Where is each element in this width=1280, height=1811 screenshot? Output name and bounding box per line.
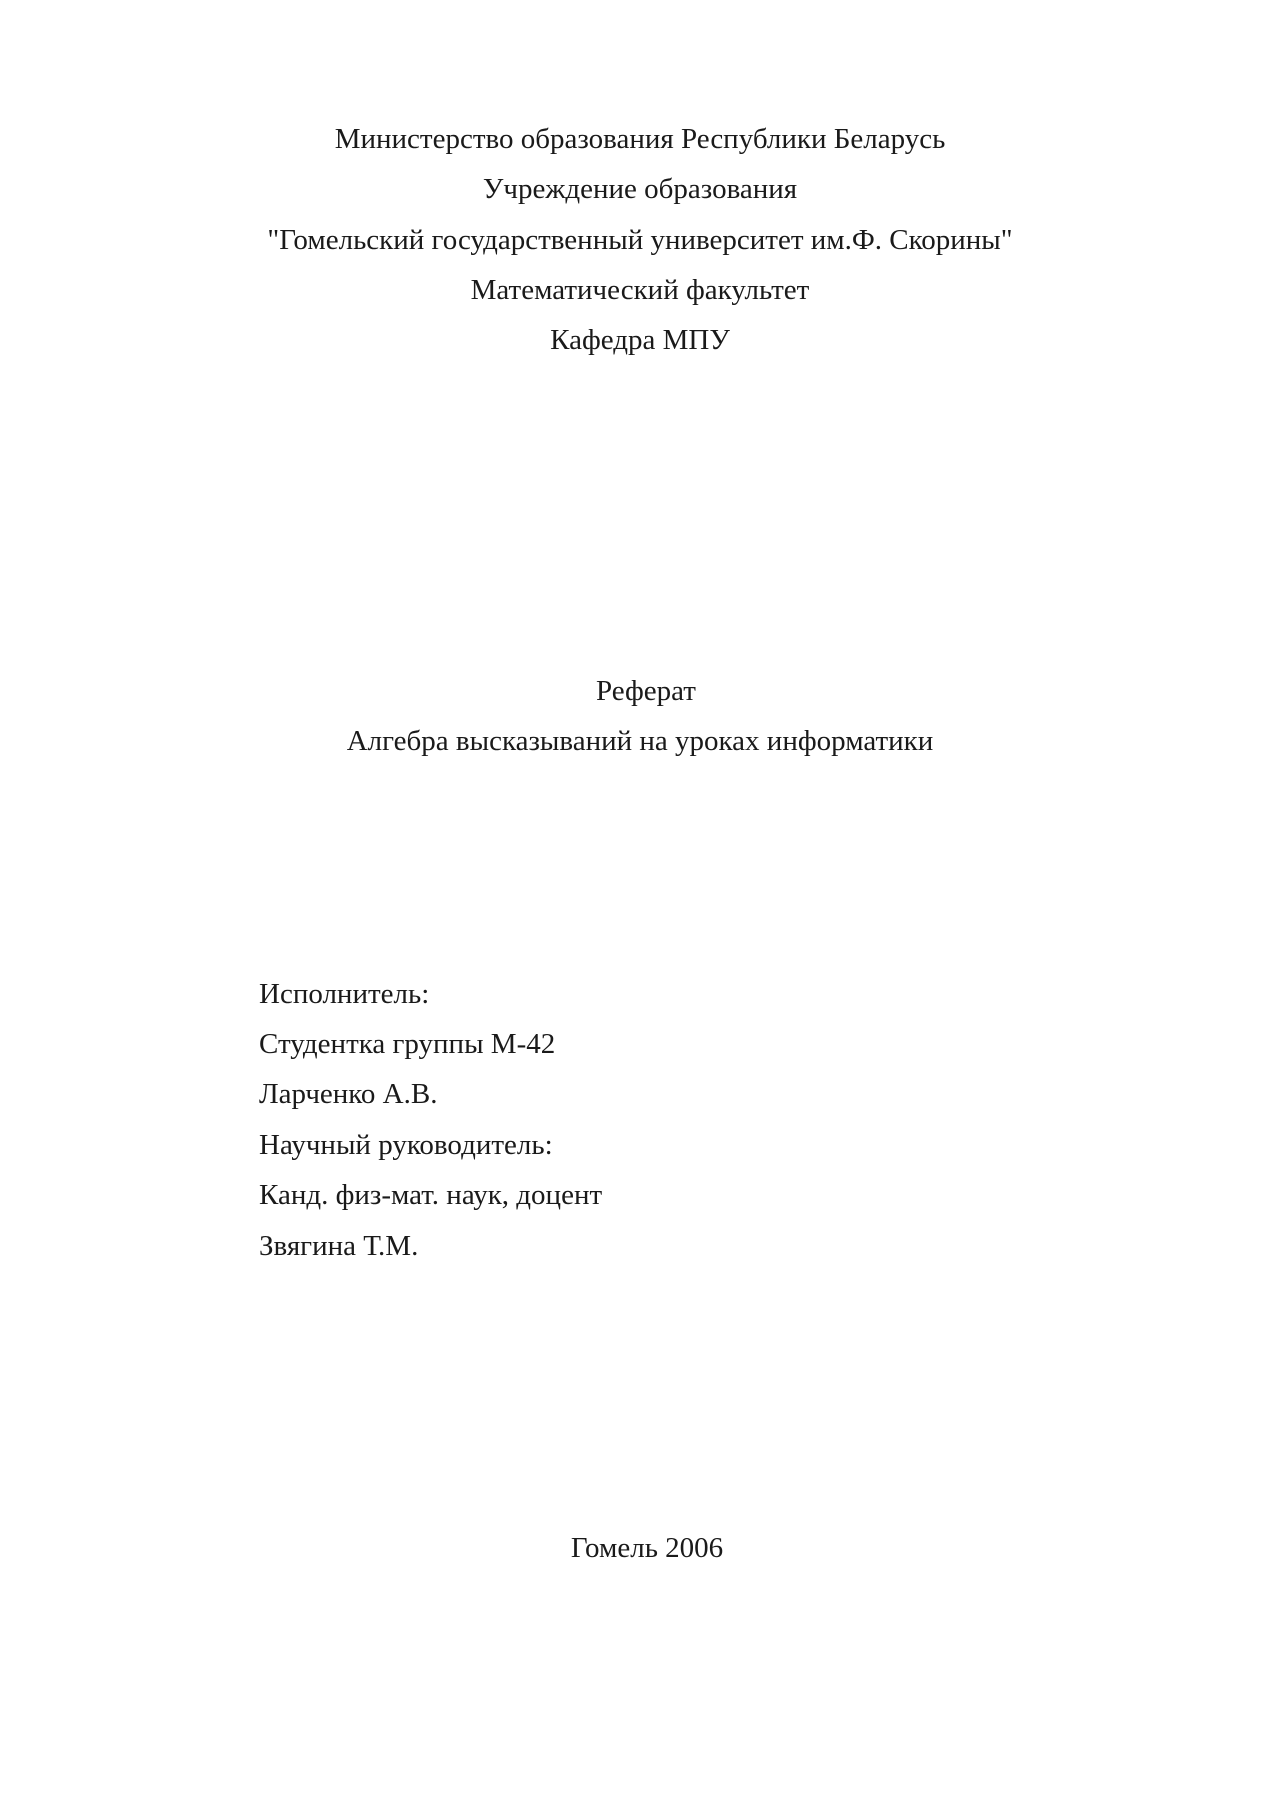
university-line: "Гомельский государственный университет им.Ф. Скорины" bbox=[267, 224, 1013, 256]
document-topic: Алгебра высказываний на уроках информатики bbox=[346, 725, 934, 757]
supervisor-degree: Канд. физ-мат. наук, доцент bbox=[259, 1179, 603, 1211]
ministry-line: Министерство образования Республики Беларусь bbox=[334, 123, 946, 155]
performer-group: Студентка группы М-42 bbox=[259, 1028, 556, 1060]
performer-name: Ларченко А.В. bbox=[259, 1078, 438, 1110]
city-year: Гомель 2006 bbox=[570, 1532, 724, 1564]
faculty-line: Математический факультет bbox=[470, 274, 810, 306]
institution-type-line: Учреждение образования bbox=[482, 173, 798, 205]
document-type: Реферат bbox=[596, 675, 696, 707]
performer-label: Исполнитель: bbox=[259, 978, 430, 1010]
department-line: Кафедра МПУ bbox=[550, 324, 730, 356]
supervisor-label: Научный руководитель: bbox=[259, 1129, 553, 1161]
supervisor-name: Звягина Т.М. bbox=[259, 1230, 419, 1262]
